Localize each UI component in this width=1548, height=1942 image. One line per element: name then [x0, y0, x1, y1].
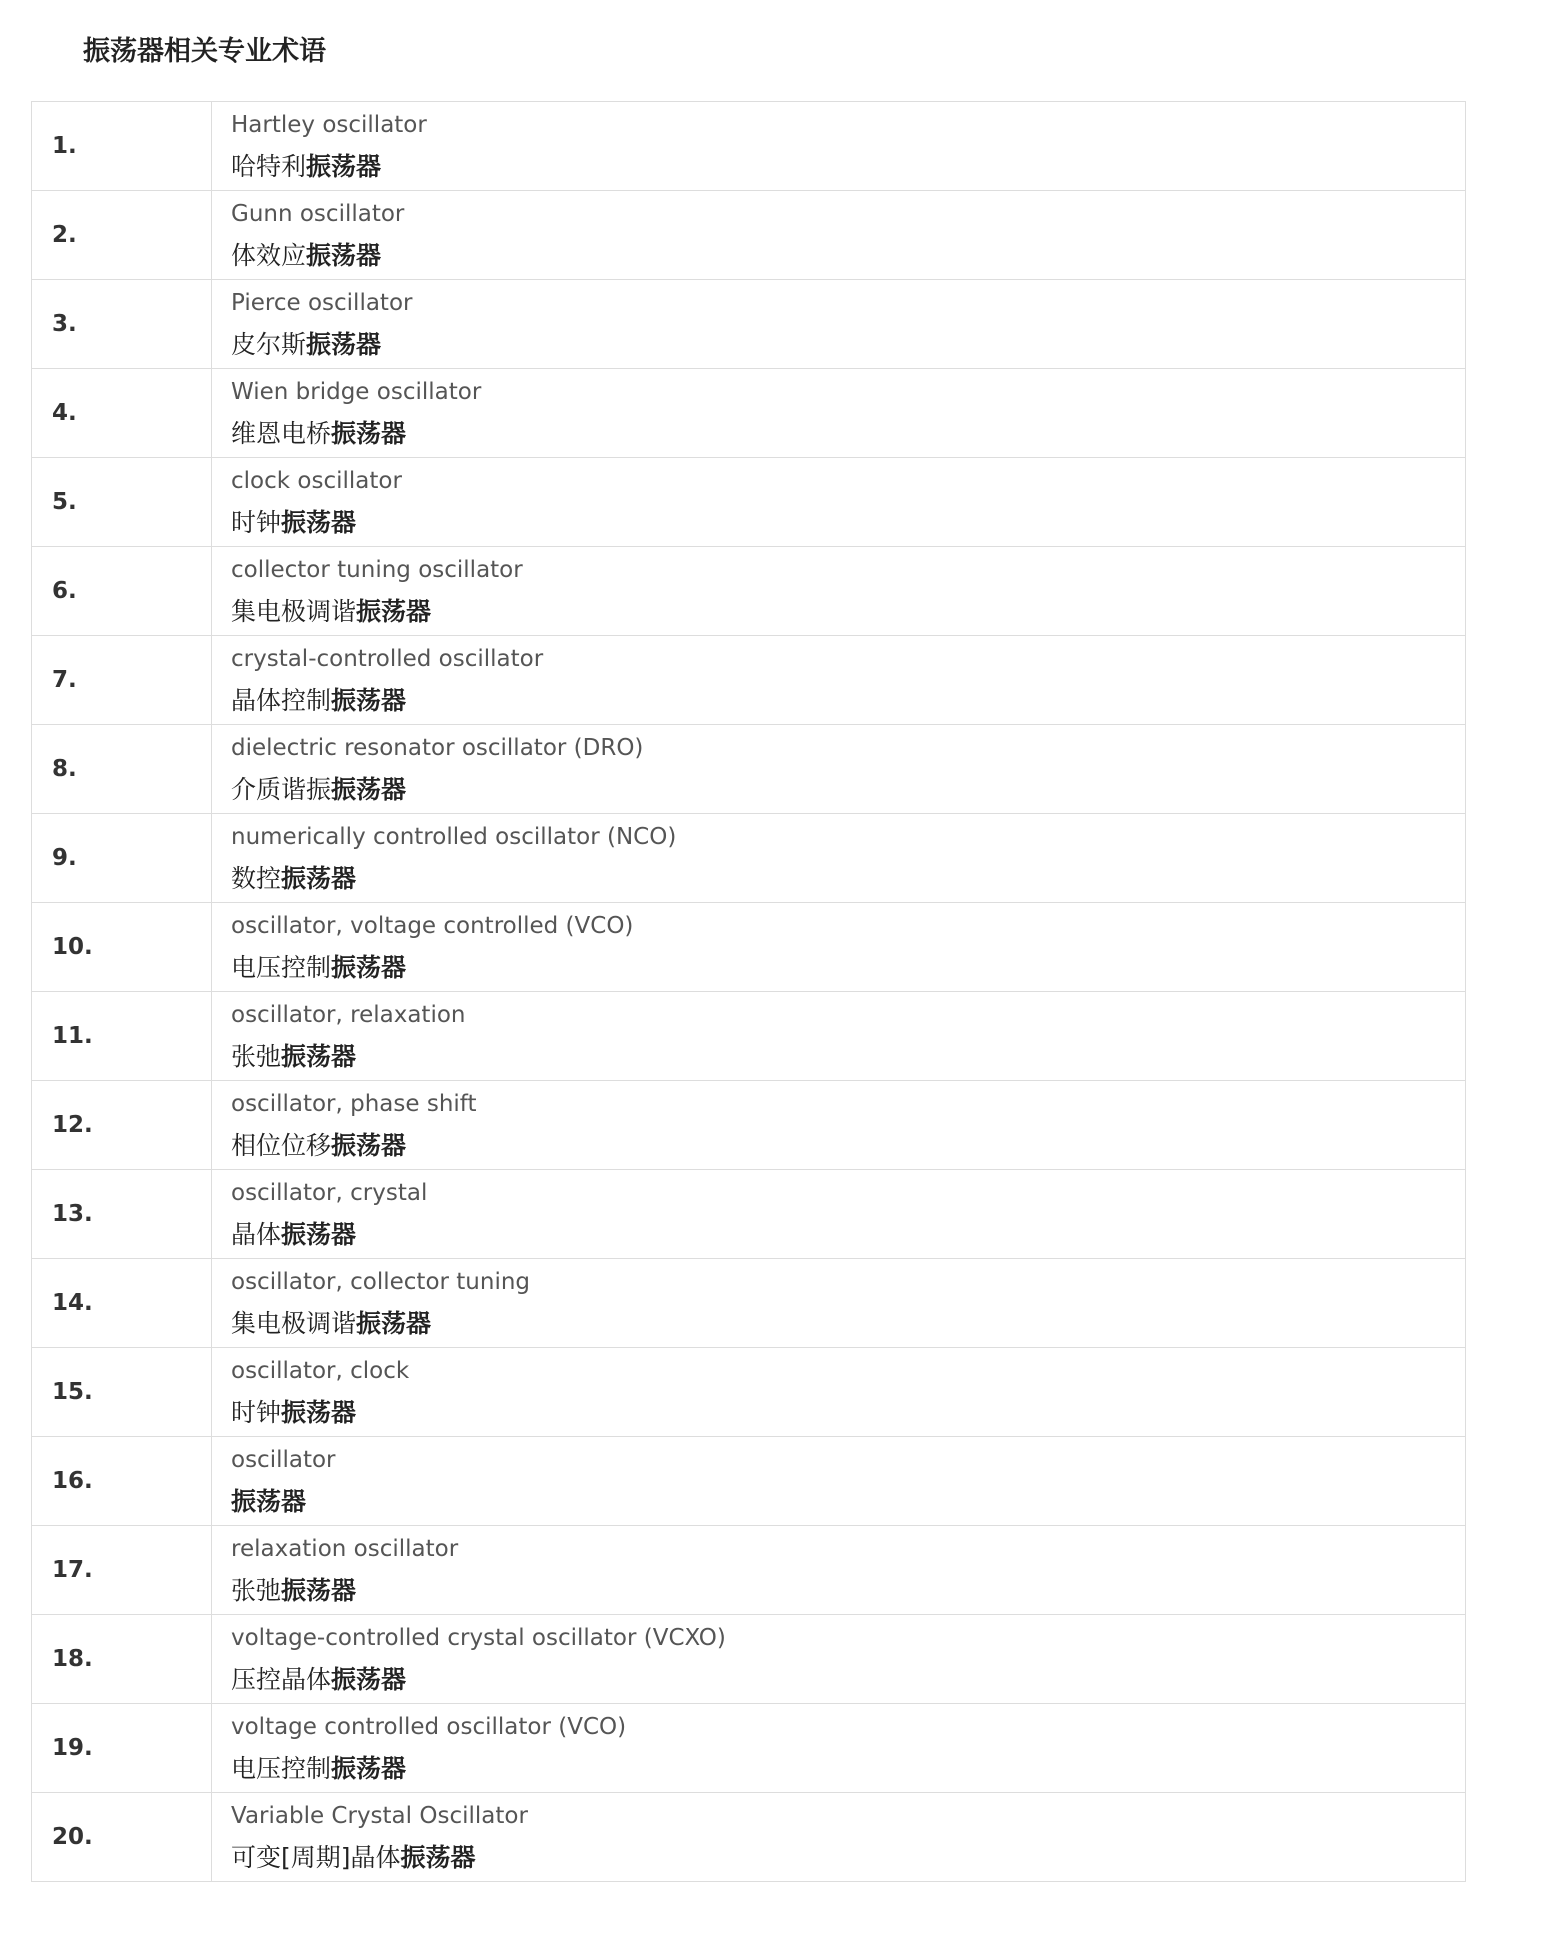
term-chinese-prefix: 晶体 — [231, 1220, 282, 1249]
term-chinese-prefix: 数控 — [231, 864, 282, 893]
term-chinese-prefix: 介质谐振 — [231, 775, 332, 804]
term-cell — [212, 992, 1466, 1081]
term-chinese-prefix: 时钟 — [231, 1398, 282, 1427]
term-cell — [212, 1437, 1466, 1526]
row-number: 8. — [32, 725, 212, 814]
table-row — [32, 191, 1466, 280]
term-chinese-keyword: 振荡器 — [231, 1487, 307, 1516]
table-row — [32, 1526, 1466, 1615]
term-cell — [212, 1081, 1466, 1170]
row-number: 20. — [32, 1793, 212, 1882]
term-english: collector tuning oscillator — [231, 557, 523, 583]
term-chinese-keyword: 振荡器 — [331, 1754, 407, 1783]
table-row — [32, 280, 1466, 369]
row-number: 17. — [32, 1526, 212, 1615]
term-chinese-prefix: 张弛 — [231, 1042, 282, 1071]
term-chinese-keyword: 振荡器 — [331, 419, 407, 448]
term-cell — [212, 369, 1466, 458]
table-row — [32, 458, 1466, 547]
term-chinese-prefix: 维恩电桥 — [231, 419, 332, 448]
term-english: Hartley oscillator — [231, 112, 427, 138]
term-chinese-keyword: 振荡器 — [331, 953, 407, 982]
term-chinese-keyword: 振荡器 — [281, 1042, 357, 1071]
term-english: crystal-controlled oscillator — [231, 646, 544, 672]
term-cell — [212, 1259, 1466, 1348]
term-cell — [212, 814, 1466, 903]
term-chinese-prefix: 张弛 — [231, 1576, 282, 1605]
term-english: Variable Crystal Oscillator — [231, 1803, 528, 1829]
term-english: oscillator, crystal — [231, 1180, 428, 1206]
term-chinese-keyword: 振荡器 — [400, 1843, 476, 1872]
term-chinese — [231, 1394, 1465, 1432]
row-number: 6. — [32, 547, 212, 636]
term-chinese-prefix: 电压控制 — [231, 1754, 332, 1783]
term-chinese-keyword: 振荡器 — [356, 597, 432, 626]
term-cell — [212, 1170, 1466, 1259]
term-chinese-keyword: 振荡器 — [281, 1398, 357, 1427]
row-number: 12. — [32, 1081, 212, 1170]
term-chinese — [231, 1572, 1465, 1610]
row-number: 3. — [32, 280, 212, 369]
term-chinese — [231, 415, 1465, 453]
term-cell — [212, 1615, 1466, 1704]
table-row — [32, 1081, 1466, 1170]
table-row — [32, 903, 1466, 992]
term-cell — [212, 280, 1466, 369]
term-cell — [212, 1704, 1466, 1793]
term-cell — [212, 102, 1466, 191]
table-row — [32, 1348, 1466, 1437]
term-chinese — [231, 771, 1465, 809]
terms-table — [31, 101, 1466, 1882]
term-cell — [212, 903, 1466, 992]
term-chinese — [231, 1750, 1465, 1788]
table-row — [32, 102, 1466, 191]
term-english: relaxation oscillator — [231, 1536, 459, 1562]
row-number: 9. — [32, 814, 212, 903]
term-cell — [212, 725, 1466, 814]
term-english: oscillator, voltage controlled (VCO) — [231, 913, 634, 939]
term-chinese-prefix: 压控晶体 — [231, 1665, 332, 1694]
term-chinese-keyword: 振荡器 — [331, 775, 407, 804]
term-chinese — [231, 1127, 1465, 1165]
term-english: oscillator, clock — [231, 1358, 410, 1384]
term-chinese-prefix: 相位位移 — [231, 1131, 332, 1160]
term-chinese-keyword: 振荡器 — [306, 241, 382, 270]
term-chinese-prefix: 时钟 — [231, 508, 282, 537]
term-english: oscillator — [231, 1447, 336, 1473]
term-chinese-keyword: 振荡器 — [281, 1576, 357, 1605]
table-row — [32, 1437, 1466, 1526]
term-chinese — [231, 860, 1465, 898]
term-chinese-prefix: 哈特利 — [231, 152, 307, 181]
row-number: 5. — [32, 458, 212, 547]
term-cell — [212, 1348, 1466, 1437]
table-row — [32, 1170, 1466, 1259]
term-cell — [212, 547, 1466, 636]
row-number: 7. — [32, 636, 212, 725]
row-number: 19. — [32, 1704, 212, 1793]
term-chinese — [231, 1305, 1465, 1343]
term-cell — [212, 1526, 1466, 1615]
term-chinese — [231, 326, 1465, 364]
term-chinese-keyword: 振荡器 — [331, 686, 407, 715]
term-chinese-prefix: 皮尔斯 — [231, 330, 307, 359]
row-number: 4. — [32, 369, 212, 458]
term-chinese — [231, 237, 1465, 275]
row-number: 11. — [32, 992, 212, 1081]
term-english: numerically controlled oscillator (NCO) — [231, 824, 677, 850]
term-english: Gunn oscillator — [231, 201, 405, 227]
term-english: oscillator, relaxation — [231, 1002, 466, 1028]
term-english: voltage-controlled crystal oscillator (VCXO) — [231, 1625, 726, 1651]
term-chinese-prefix: 电压控制 — [231, 953, 332, 982]
term-english: Wien bridge oscillator — [231, 379, 482, 405]
term-chinese-prefix: 集电极调谐 — [231, 597, 357, 626]
term-english: oscillator, collector tuning — [231, 1269, 531, 1295]
row-number: 13. — [32, 1170, 212, 1259]
row-number: 18. — [32, 1615, 212, 1704]
term-chinese — [231, 1661, 1465, 1699]
term-chinese-prefix: 晶体控制 — [231, 686, 332, 715]
term-english: dielectric resonator oscillator (DRO) — [231, 735, 644, 761]
term-chinese-keyword: 振荡器 — [281, 1220, 357, 1249]
term-chinese-keyword: 振荡器 — [331, 1665, 407, 1694]
table-row — [32, 814, 1466, 903]
term-chinese — [231, 1839, 1465, 1877]
term-cell — [212, 1793, 1466, 1882]
table-row — [32, 725, 1466, 814]
term-chinese-keyword: 振荡器 — [281, 864, 357, 893]
row-number: 15. — [32, 1348, 212, 1437]
term-chinese — [231, 682, 1465, 720]
row-number: 14. — [32, 1259, 212, 1348]
table-row — [32, 992, 1466, 1081]
terms-table-body — [32, 102, 1466, 1882]
term-chinese-keyword: 振荡器 — [356, 1309, 432, 1338]
table-row — [32, 1704, 1466, 1793]
table-row — [32, 1259, 1466, 1348]
term-english: voltage controlled oscillator (VCO) — [231, 1714, 627, 1740]
term-cell — [212, 458, 1466, 547]
table-row — [32, 369, 1466, 458]
term-chinese — [231, 1216, 1465, 1254]
term-chinese-keyword: 振荡器 — [331, 1131, 407, 1160]
term-chinese-prefix: 体效应 — [231, 241, 307, 270]
row-number: 10. — [32, 903, 212, 992]
term-chinese-keyword: 振荡器 — [306, 330, 382, 359]
table-row — [32, 636, 1466, 725]
term-chinese-keyword: 振荡器 — [281, 508, 357, 537]
term-english: oscillator, phase shift — [231, 1091, 477, 1117]
term-chinese — [231, 949, 1465, 987]
term-cell — [212, 636, 1466, 725]
table-row — [32, 1615, 1466, 1704]
term-chinese-prefix: 可变[周期]晶体 — [231, 1843, 401, 1872]
table-row — [32, 1793, 1466, 1882]
term-chinese-prefix: 集电极调谐 — [231, 1309, 357, 1338]
term-chinese — [231, 148, 1465, 186]
table-row — [32, 547, 1466, 636]
term-chinese — [231, 1038, 1465, 1076]
term-english: Pierce oscillator — [231, 290, 413, 316]
row-number: 2. — [32, 191, 212, 280]
term-chinese — [231, 593, 1465, 631]
row-number: 16. — [32, 1437, 212, 1526]
row-number: 1. — [32, 102, 212, 191]
term-english: clock oscillator — [231, 468, 402, 494]
term-cell — [212, 191, 1466, 280]
term-chinese-keyword: 振荡器 — [306, 152, 382, 181]
term-chinese — [231, 504, 1465, 542]
term-chinese — [231, 1483, 1465, 1521]
page-title: 振荡器相关专业术语 — [83, 36, 326, 67]
